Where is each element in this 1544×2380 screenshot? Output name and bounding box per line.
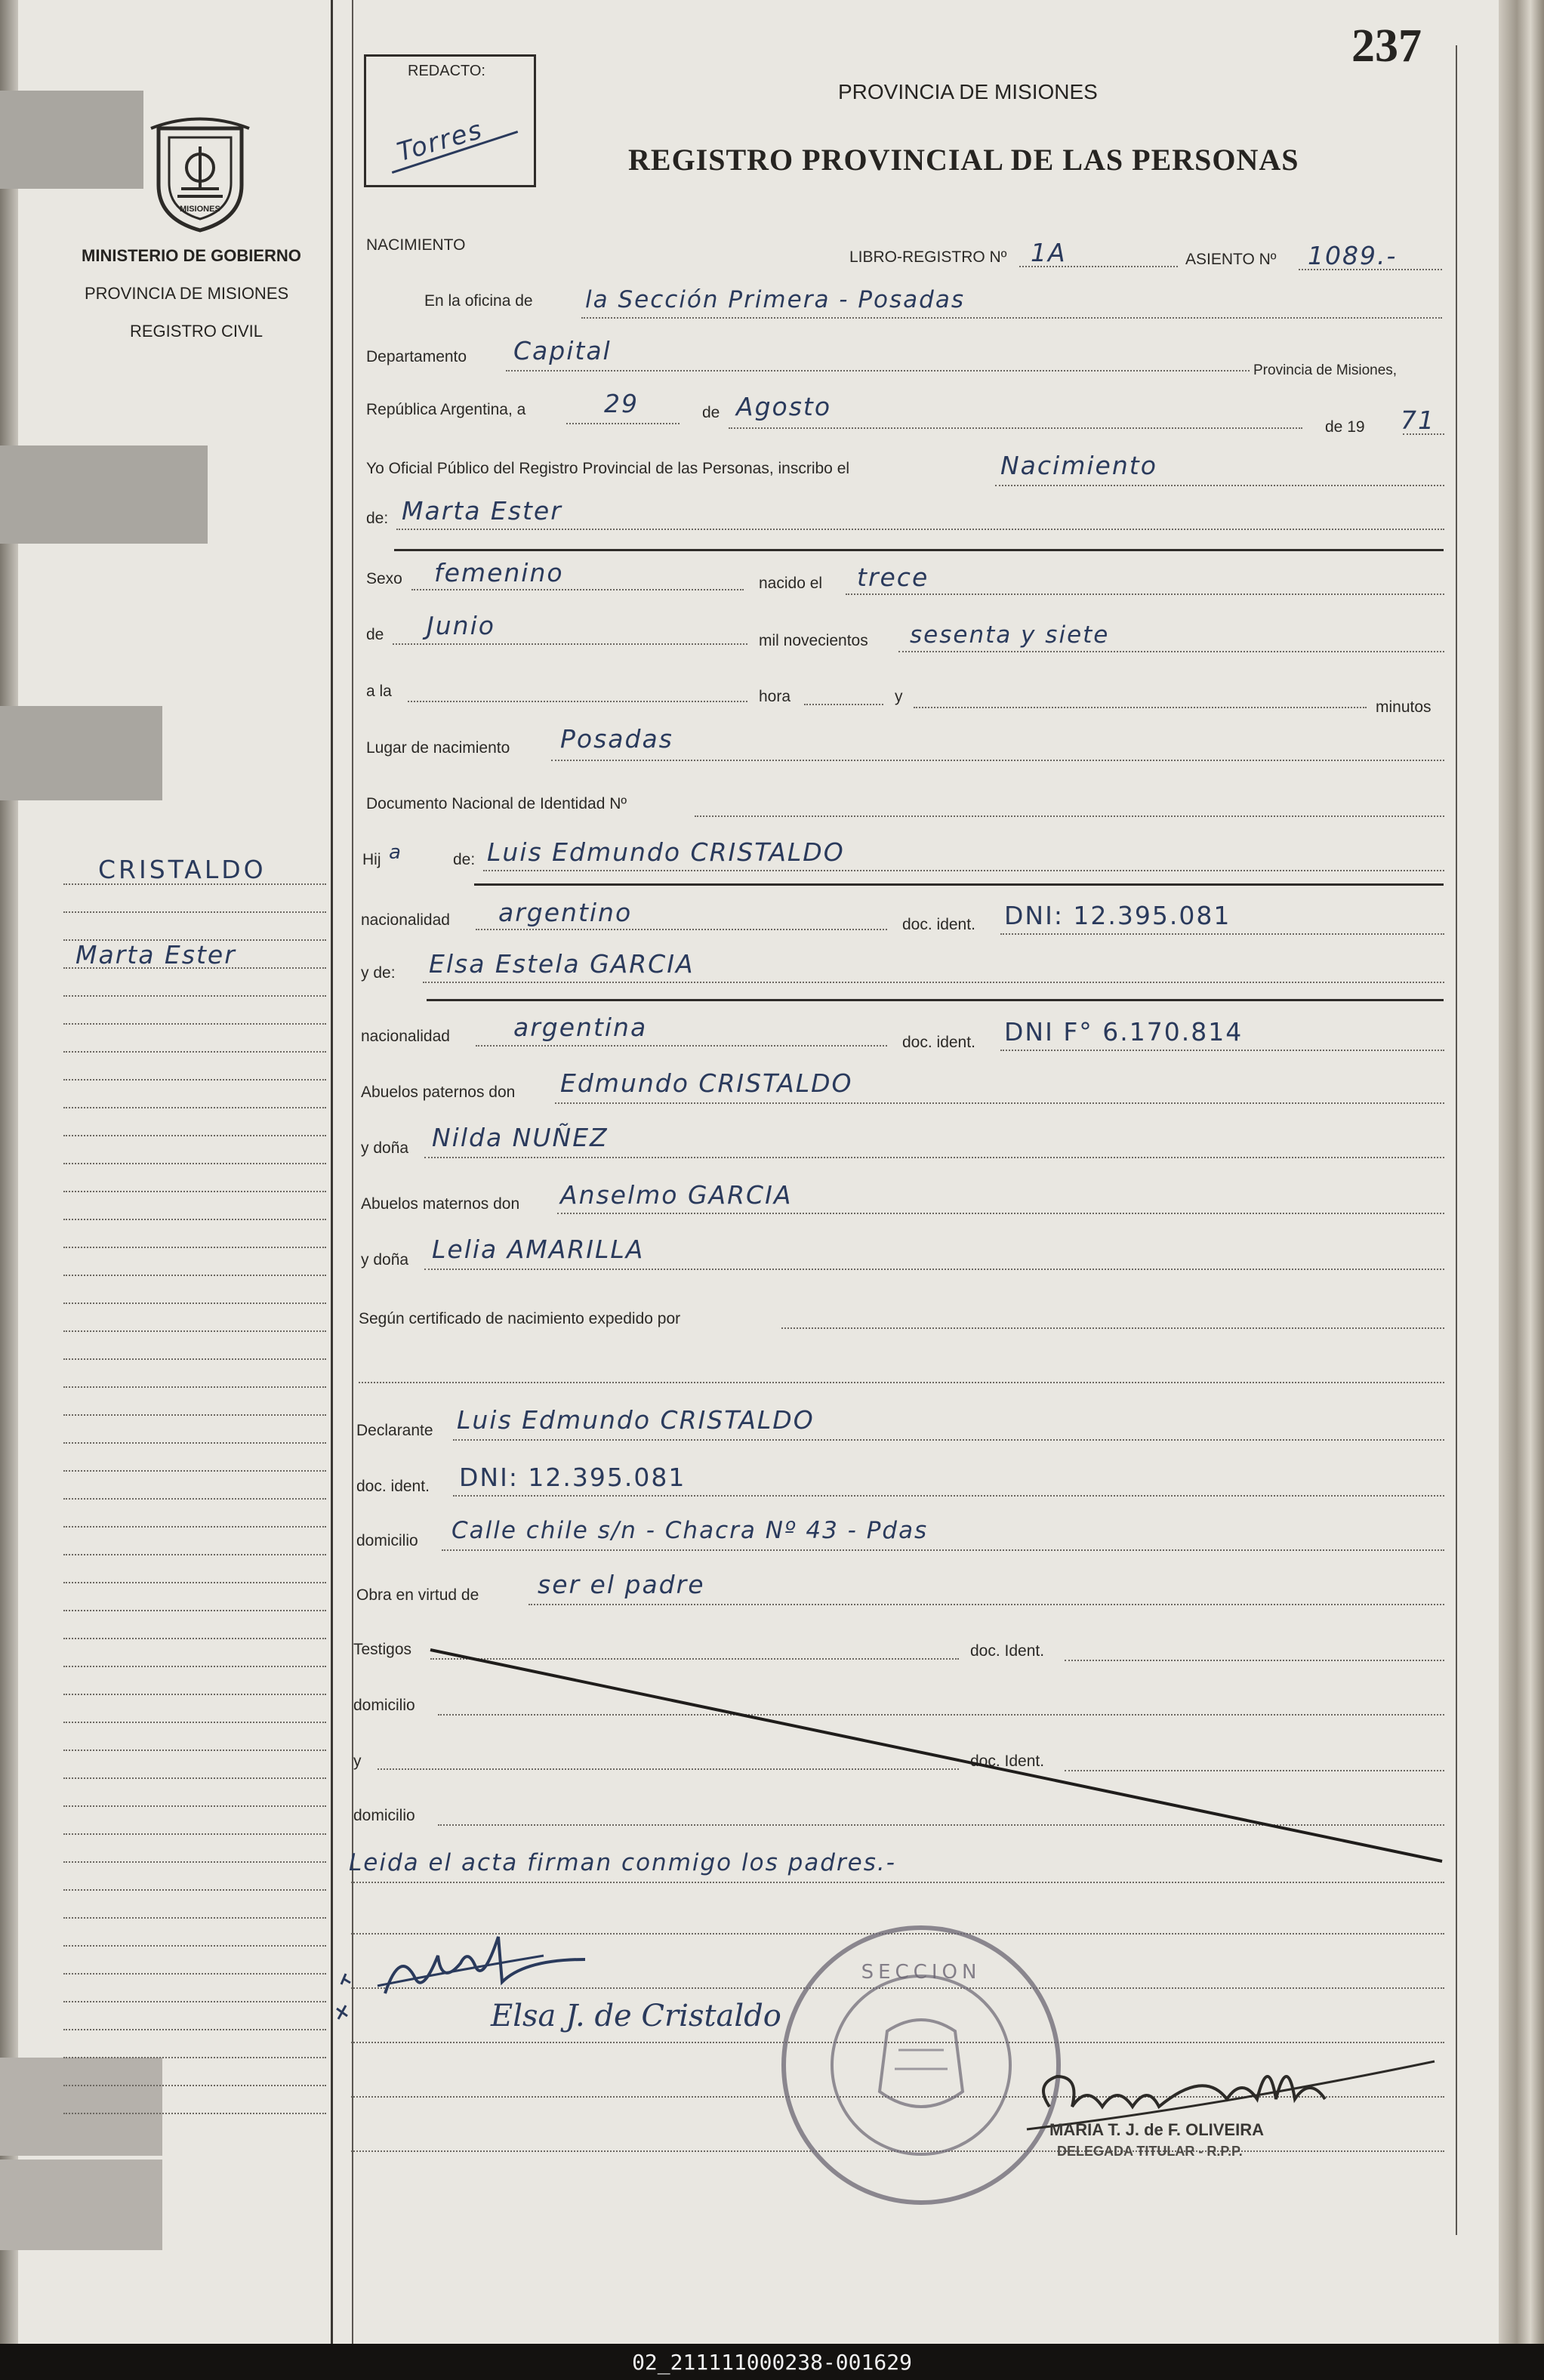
domicilio-label: domicilio	[356, 1532, 418, 1549]
oficial-label: Yo Oficial Público del Registro Provincial de las Personas, inscribo el	[366, 460, 850, 477]
dotted-line	[695, 815, 1444, 817]
margin-dotted-line	[63, 1945, 326, 1947]
margin-dotted-line	[63, 1219, 326, 1220]
margin-dotted-line	[63, 1722, 326, 1723]
margin-given-names: Marta Ester	[76, 940, 236, 970]
margin-dotted-line	[63, 1777, 326, 1779]
margin-dotted-line	[63, 1247, 326, 1248]
nac-padre-label: nacionalidad	[361, 911, 450, 929]
y-label: y	[895, 688, 903, 705]
margin-dotted-line	[63, 939, 326, 941]
margin-dotted-line	[63, 1638, 326, 1639]
nacido-value: trece	[857, 563, 929, 592]
dotted-line	[424, 1157, 1444, 1158]
madre-value: Elsa Estela GARCIA	[429, 949, 695, 979]
dotted-line	[804, 704, 883, 705]
margin-dotted-line	[63, 1163, 326, 1164]
margin-dotted-line	[63, 1414, 326, 1416]
margin-dotted-line	[63, 1554, 326, 1555]
doc-decl-value: DNI: 12.395.081	[459, 1463, 686, 1492]
margin-dotted-line	[63, 1750, 326, 1751]
leida-value: Leida el acta firman conmigo los padres.-	[349, 1849, 896, 1876]
x-mark-icon	[332, 2001, 355, 2024]
de-anio-label: de 19	[1325, 418, 1365, 436]
certificado-label: Según certificado de nacimiento expedido por	[359, 1310, 681, 1327]
dotted-line	[898, 651, 1444, 652]
margin-dotted-line	[63, 995, 326, 997]
hora-label: hora	[759, 688, 791, 705]
domicilio-test2-label: domicilio	[353, 1807, 415, 1824]
padre-value: Luis Edmundo CRISTALDO	[487, 837, 845, 867]
rule-line	[474, 883, 1444, 886]
margin-dotted-line	[63, 1135, 326, 1136]
margin-dotted-line	[63, 2029, 326, 2030]
dotted-line	[442, 1549, 1444, 1551]
dni-label: Documento Nacional de Identidad Nº	[366, 795, 627, 812]
margin-dotted-line	[63, 1358, 326, 1360]
dotted-line	[914, 707, 1367, 708]
margin-tab	[0, 445, 208, 544]
rule-line	[427, 999, 1444, 1001]
header-province: PROVINCIA DE MISIONES	[838, 80, 1098, 103]
margin-dotted-line	[63, 2085, 326, 2086]
ydona-label: y doña	[361, 1139, 409, 1157]
abuela-mat-value: Lelia AMARILLA	[432, 1235, 645, 1264]
mes-value: Agosto	[736, 392, 832, 421]
margin-dotted-line	[63, 1386, 326, 1388]
dotted-line	[411, 589, 744, 590]
margin-dotted-line	[63, 911, 326, 913]
dotted-line	[781, 1327, 1444, 1329]
oficina-value: la Sección Primera - Posadas	[585, 286, 965, 313]
margin-dotted-line	[63, 1861, 326, 1863]
margin-dotted-line	[63, 1526, 326, 1528]
lugar-label: Lugar de nacimiento	[366, 739, 510, 757]
mil-label: mil novecientos	[759, 632, 868, 649]
province-label: PROVINCIA DE MISIONES	[85, 284, 289, 303]
dotted-line	[551, 760, 1444, 761]
svg-text:SECCION: SECCION	[861, 1961, 982, 1984]
margin-dotted-line	[63, 2113, 326, 2114]
rule-line	[394, 549, 1444, 551]
republica-label: República Argentina, a	[366, 401, 526, 418]
dotted-line	[555, 1102, 1444, 1104]
margin-dotted-line	[63, 1805, 326, 1807]
margin-tab	[0, 2058, 162, 2156]
ministry-label: MINISTERIO DE GOBIERNO	[82, 246, 301, 265]
margin-dotted-line	[63, 1079, 326, 1081]
page-number: 237	[1351, 20, 1422, 72]
libro-value: 1A	[1031, 238, 1067, 267]
abuela-pat-value: Nilda NUÑEZ	[432, 1123, 609, 1152]
margin-dotted-line	[63, 1303, 326, 1304]
margin-dotted-line	[63, 1973, 326, 1975]
dotted-line	[423, 982, 1444, 983]
dotted-line	[557, 1213, 1444, 1214]
coat-of-arms-icon	[143, 113, 257, 234]
nacido-label: nacido el	[759, 575, 823, 592]
dotted-line	[453, 1495, 1444, 1497]
dia-value: 29	[604, 389, 639, 418]
domicilio-test-label: domicilio	[353, 1697, 415, 1714]
margin-tab	[0, 91, 143, 189]
mother-signature: Elsa J. de Cristaldo	[491, 1999, 781, 2033]
oficina-label: En la oficina de	[424, 292, 533, 310]
doc-ident3-label: doc. Ident.	[970, 1753, 1045, 1770]
section-label: NACIMIENTO	[366, 236, 466, 254]
margin-dotted-line	[63, 883, 326, 885]
dotted-line	[359, 1382, 1444, 1383]
hij-label: Hij	[362, 851, 381, 868]
margin-dotted-line	[63, 1442, 326, 1444]
official-title: DELEGADA TITULAR - R.P.P.	[1057, 2144, 1243, 2159]
margin-dotted-line	[63, 1666, 326, 1667]
footer-code: 02_211111000238-001629	[0, 2344, 1544, 2380]
dotted-line	[476, 1045, 887, 1047]
provincia-label: Provincia de Misiones,	[1253, 362, 1398, 378]
abuelo-mat-value: Anselmo GARCIA	[560, 1180, 793, 1210]
anio-value: 71	[1401, 405, 1435, 435]
margin-dotted-line	[63, 1610, 326, 1611]
margin-dotted-line	[63, 1191, 326, 1192]
margin-tab	[0, 706, 162, 800]
margin-dotted-line	[63, 2001, 326, 2002]
asiento-label: ASIENTO Nº	[1185, 251, 1277, 268]
sexo-label: Sexo	[366, 570, 402, 587]
ala-label: a la	[366, 683, 392, 700]
margin-dotted-line	[63, 1833, 326, 1835]
margin-dotted-line	[63, 1694, 326, 1695]
abuelos-mat-label: Abuelos maternos don	[361, 1195, 520, 1213]
margin-dotted-line	[63, 1917, 326, 1919]
hij-suffix: a	[389, 841, 402, 864]
header-title: REGISTRO PROVINCIAL DE LAS PERSONAS	[628, 143, 1299, 177]
dotted-line	[566, 423, 680, 424]
departamento-value: Capital	[513, 336, 612, 365]
doc-padre-value: DNI: 12.395.081	[1004, 901, 1231, 930]
dotted-line	[424, 1269, 1444, 1270]
dotted-line	[529, 1604, 1444, 1605]
margin-dotted-line	[63, 1889, 326, 1891]
margin-dotted-line	[63, 1051, 326, 1053]
dotted-line	[408, 701, 747, 702]
dotted-line	[1000, 1050, 1444, 1051]
page-edge	[1499, 0, 1544, 2344]
oficial-value: Nacimiento	[1000, 451, 1157, 480]
nac-madre-label: nacionalidad	[361, 1028, 450, 1045]
margin-dotted-line	[63, 1498, 326, 1500]
testigos-label: Testigos	[353, 1641, 412, 1658]
dotted-line	[453, 1439, 1444, 1441]
mes-nac-value: Junio	[427, 611, 495, 640]
margin-dotted-line	[63, 1023, 326, 1025]
margin-tab	[0, 2160, 162, 2250]
declarante-label: Declarante	[356, 1422, 433, 1439]
doc-ident-label: doc. ident.	[902, 916, 975, 933]
registry-label: REGISTRO CIVIL	[130, 322, 263, 341]
lugar-value: Posadas	[560, 724, 673, 754]
abuelo-pat-value: Edmundo CRISTALDO	[560, 1068, 853, 1098]
margin-dotted-line	[63, 967, 326, 969]
redacto-label: REDACTO:	[408, 63, 485, 79]
dotted-line	[396, 529, 1444, 530]
dotted-line	[1000, 933, 1444, 935]
departamento-label: Departamento	[366, 348, 467, 365]
abuelos-pat-label: Abuelos paternos don	[361, 1084, 516, 1101]
official-name: MARIA T. J. de F. OLIVEIRA	[1049, 2120, 1264, 2139]
margin-dotted-line	[63, 2057, 326, 2058]
margin-dotted-line	[63, 1582, 326, 1583]
margin-dotted-line	[63, 1470, 326, 1472]
margin-dotted-line	[63, 1275, 326, 1276]
y-test-label: y	[353, 1753, 362, 1770]
right-rule	[1456, 45, 1457, 2235]
nac-madre-value: argentina	[513, 1013, 648, 1042]
de-label: de	[702, 404, 720, 421]
margin-dotted-line	[63, 1107, 326, 1108]
nombre-value: Marta Ester	[402, 496, 562, 526]
libro-label: LIBRO-REGISTRO Nº	[849, 248, 1007, 266]
dotted-line	[846, 593, 1444, 595]
doc-madre-value: DNI F° 6.170.814	[1004, 1017, 1244, 1047]
doc-ident2-label: doc. Ident.	[970, 1642, 1045, 1660]
minutos-label: minutos	[1376, 698, 1432, 716]
dotted-line	[351, 1882, 1444, 1883]
dotted-line	[506, 370, 1250, 371]
de-padre-label: de:	[453, 851, 476, 868]
binding-strip	[0, 0, 18, 2344]
dotted-line	[393, 643, 747, 645]
seal-text: MISIONES	[180, 205, 220, 214]
obra-label: Obra en virtud de	[356, 1586, 479, 1604]
doc-decl-label: doc. ident.	[356, 1478, 430, 1495]
dotted-line	[729, 427, 1302, 429]
dotted-line	[483, 870, 1444, 871]
dotted-line	[995, 485, 1444, 486]
mil-value: sesenta y siete	[910, 621, 1110, 649]
de-nombre-label: de:	[366, 510, 389, 527]
nac-padre-value: argentino	[498, 898, 633, 927]
doc-ident-label: doc. ident.	[902, 1034, 975, 1051]
redacto-name: Torres	[393, 114, 487, 168]
domicilio-value: Calle chile s/n - Chacra Nº 43 - Pdas	[451, 1517, 929, 1544]
yde-label: y de:	[361, 964, 396, 982]
dotted-line	[581, 317, 1442, 319]
asiento-value: 1089.-	[1308, 241, 1398, 270]
ydona-label: y doña	[361, 1251, 409, 1269]
dotted-line	[476, 929, 887, 930]
declarante-value: Luis Edmundo CRISTALDO	[457, 1405, 815, 1435]
sexo-value: femenino	[434, 558, 564, 587]
margin-surname: CRISTALDO	[98, 855, 267, 884]
margin-dotted-line	[63, 1330, 326, 1332]
de-mes-label: de	[366, 626, 384, 643]
obra-value: ser el padre	[538, 1570, 705, 1599]
strike-line	[423, 1642, 1450, 1869]
